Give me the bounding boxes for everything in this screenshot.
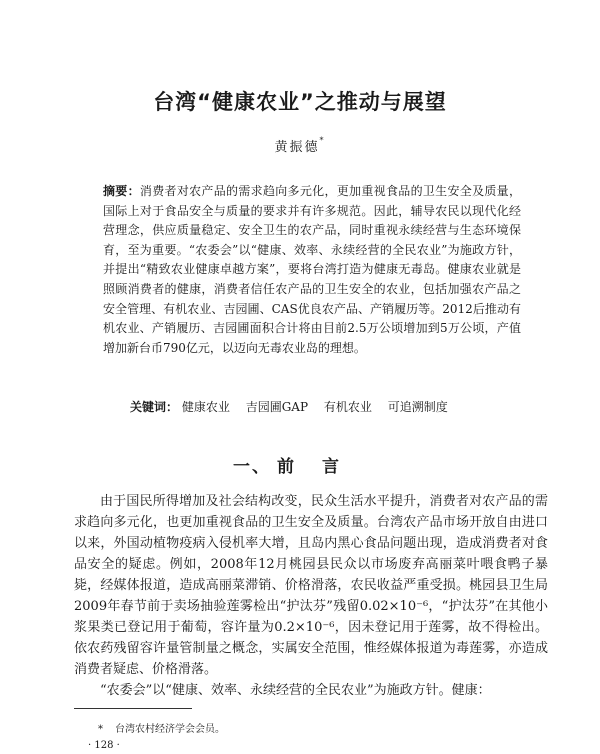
keyword-item: 健康农业 — [181, 400, 230, 414]
abstract-label: 摘要： — [103, 184, 140, 198]
keywords-label: 关键词： — [130, 400, 179, 414]
body-paragraph: 由于国民所得增加及社会结构改变，民众生活水平提升，消费者对农产品的需求趋向多元化，也更加重视食品的卫生安全及质量。台湾农产品市场开放自由进口以来，外国动植物疫病入侵机率大增，且岛内黑心食品问题出现，造成消费者对食品安全的疑虑。例如，2008年12月桃园县民众以市场废弃高丽菜叶喂食鸭子暴毙，经媒体报道，造成高丽菜滞销、价格滑落，农民收益严重受损。桃园县卫生局2009年春节前于卖场抽验莲雾检出“护汰芬”残留0.02×10⁻⁶，“护汰芬”在其他小浆果类已登记用于葡萄，容许量为0.2×10⁻⁶，因未登记用于莲雾，故不得检出。依农药残留容许量管制量之概念，实属安全范围，惟经媒体报道为毒莲雾，亦造成消费者疑虑、价格滑落。 — [74, 494, 548, 677]
footnote-mark: * — [98, 724, 103, 735]
body-text — [74, 491, 548, 701]
author-name: 黄振德 — [274, 140, 320, 155]
keyword-item: 可追溯制度 — [387, 400, 448, 414]
section-number: 一、 — [233, 457, 271, 477]
author-line — [0, 136, 600, 155]
keyword-item: 有机农业 — [323, 400, 372, 414]
footnote-text: 台湾农村经济学会会员。 — [115, 724, 225, 735]
footnote — [98, 720, 225, 735]
author-footnote-mark: * — [319, 136, 326, 145]
body-paragraph: “农委会”以“健康、效率、永续经营的全民农业”为施政方针。健康： — [100, 683, 491, 698]
section-heading — [0, 452, 600, 477]
page-number: · 128 · — [88, 740, 120, 751]
footnote-divider — [74, 708, 192, 709]
paper-title: 台湾“健康农业”之推动与展望 — [153, 90, 447, 114]
abstract — [103, 182, 521, 358]
keywords — [130, 398, 521, 417]
section-name: 前言 — [277, 457, 367, 477]
keyword-item: 吉园圃GAP — [245, 400, 309, 414]
abstract-text: 消费者对农产品的需求趋向多元化，更加重视食品的卫生安全及质量，国际上对于食品安全与质量的要求并有许多规范。因此，辅导农民以现代化经营理念，供应质量稳定、安全卫生的农产品，同时重视永续经营与生态环境保育，至为重要。“农委会”以“健康、效率、永续经营的全民农业”为施政方针，并提出“精致农业健康卓越方案”，要将台湾打造为健康无毒岛。健康农业就是照顾消费者的健康，消费者信任农产品的卫生安全的农业，包括加强农产品之安全管理、有机农业、吉园圃、CAS优良农产品、产销履历等。2012后推动有机农业、产销履历、吉园圃面积合计将由目前2.5万公顷增加到5万公顷，产值增加新台币790亿元，以迈向无毒农业岛的理想。 — [103, 184, 521, 355]
